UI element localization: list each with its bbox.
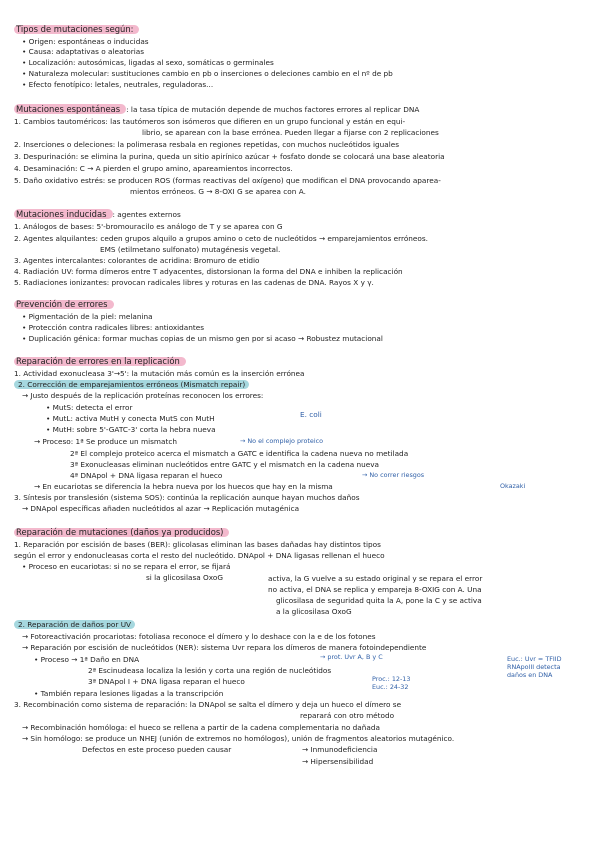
list-item: → Justo después de la replicación proteínas reconocen los errores: [22, 391, 264, 400]
list-item: • Protección contra radicales libres: antioxidantes [22, 323, 205, 332]
list-item: 3. Síntesis por translesión (sistema SOS): continúa la replicación aunque hayan muchos daños [14, 493, 360, 502]
list-item: • MutH: sobre 5'-GATC-3' corta la hebra nueva [46, 425, 216, 434]
list-item: 3ª DNApol I + DNA ligasa reparan el hueco [88, 677, 245, 686]
side-note: → No correr riesgos [362, 471, 425, 479]
list-item: • Duplicación génica: formar muchas copias de un mismo gen por si acaso → Robustez mutacional [22, 334, 383, 343]
list-item: → Sin homólogo: se produce un NHEJ (unión de extremos no homólogos), unión de fragmentos aleatorios mutagénico. [22, 734, 455, 743]
list-item: → Hipersensibilidad [302, 757, 374, 766]
list-item: no activa, el DNA se replica y empareja 8-OXIG con A. Una [268, 585, 482, 594]
section-title-rest: : la tasa típica de mutación depende de muchos factores errores al replicar DNA [126, 105, 420, 114]
list-item: • Naturaleza molecular: sustituciones cambio en pb o inserciones o deleciones cambio en el nº de pb [22, 69, 393, 78]
list-item: → Proceso: 1ª Se produce un mismatch [34, 437, 177, 446]
list-item: • Origen: espontáneas o inducidas [22, 37, 149, 46]
list-item: 4. Radiación UV: forma dímeros entre T adyacentes, distorsionan la forma del DNA e inhiben la replicación [14, 267, 403, 276]
list-item: → Recombinación homóloga: el hueco se rellena a partir de la cadena complementaria no dañada [22, 723, 380, 732]
side-note-okazaki: Okazaki [500, 482, 526, 490]
side-note: Euc.: Uvr = TFIID [507, 655, 562, 663]
list-item-continuation: glicosilasa de seguridad quita la A, pone la C y se activa [276, 596, 482, 605]
list-item: si la glicosilasa OxoG [146, 573, 224, 582]
list-item: → Fotoreactivación procariotas: fotoliasa reconoce el dímero y lo deshace con la e de los fotones [22, 632, 376, 641]
list-item-continuation: librio, se aparean con la base errónea. Pueden llegar a fijarse con 2 replicaciones [142, 128, 439, 137]
section-title-reparacion-errores: Reparación de errores en la replicación [14, 357, 186, 366]
list-item: • Causa: adaptativas o aleatorias [22, 47, 145, 56]
list-item: 4. Desaminación: C → A pierden el grupo amino, apareamientos incorrectos. [14, 164, 293, 173]
section-title-rest: : agentes externos [112, 210, 181, 219]
side-note: daños en DNA [507, 671, 553, 679]
list-item: 3. Agentes intercalantes: colorantes de acridina: Bromuro de etidio [14, 256, 260, 265]
list-item-continuation: EMS (etilmetano sulfonato) mutagénesis vegetal. [100, 245, 281, 254]
list-item-continuation: según el error y endonucleasas corta el resto del nucleótido. DNApol + DNA ligasas rellenan el hueco [14, 551, 385, 560]
section-title-reparacion-mutaciones: Reparación de mutaciones (daños ya producidos) [14, 528, 229, 537]
list-item: 2. Agentes alquilantes: ceden grupos alquilo a grupos amino o ceto de nucleótidos → emparejamientos erróneos. [14, 234, 428, 243]
list-item: 5. Radiaciones ionizantes: provocan radicales libres y roturas en las cadenas de DNA. Rayos X y γ. [14, 278, 374, 287]
list-item: 4ª DNApol + DNA ligasa reparan el hueco [70, 471, 223, 480]
side-note: RNApolII detecta [507, 663, 561, 671]
list-item: • Proceso → 1ª Daño en DNA [34, 655, 140, 664]
list-item: 3. Despurinación: se elimina la purina, queda un sitio apirínico azúcar + fosfato donde se colocará una base aleatoria [14, 152, 445, 161]
list-item: activa, la G vuelve a su estado original y se repara el error [268, 574, 483, 583]
list-item: → Inmunodeficiencia [302, 745, 378, 754]
section-title-inducidas: Mutaciones inducidas [14, 209, 113, 219]
list-item [14, 380, 249, 389]
list-item-continuation: reparará con otro método [300, 711, 395, 720]
list-item: • Localización: autosómicas, ligadas al sexo, somáticas o germinales [22, 58, 274, 67]
list-item: 2ª Escinudeasa localiza la lesión y corta una región de nucleótidos [88, 666, 332, 675]
side-note: → prot. Uvr A, B y C [320, 653, 383, 661]
list-item: • Pigmentación de la piel: melanina [22, 312, 153, 321]
list-item: • MutS: detecta el error [46, 403, 133, 412]
list-item: → Reparación por escisión de nucleótidos (NER): sistema Uvr repara los dímeros de manera fotoindependiente [22, 643, 427, 652]
list-item: 3ª Exonucleasas eliminan nucleótidos entre GATC y el mismatch en la cadena nueva [70, 460, 380, 469]
side-note: Proc.: 12-13 [372, 675, 411, 683]
side-note: Euc.: 24-32 [372, 683, 409, 691]
list-item: • MutL: activa MutH y conecta MutS con MutH [46, 414, 215, 423]
list-item: 1. Reparación por escisión de bases (BER): glicolasas eliminan las bases dañadas hay distintos tipos [14, 540, 381, 549]
section-heading-espontaneas [14, 105, 419, 114]
list-item: → DNApol específicas añaden nucleótidos al azar → Replicación mutagénica [22, 504, 300, 513]
list-item-continuation: mientos erróneos. G → 8-OXI G se aparea con A. [130, 187, 306, 196]
list-item: 1. Cambios tautoméricos: las tautómeros son isómeros que difieren en un grupo funcional y están en equi- [14, 117, 406, 126]
list-item: Defectos en este proceso pueden causar [82, 745, 232, 754]
list-item: 1. Actividad exonucleasa 3'→5': la mutación más común es la inserción errónea [14, 369, 305, 378]
side-note-ecoli: E. coli [300, 410, 322, 419]
list-item: 5. Daño oxidativo estrés: se producen ROS (formas reactivas del oxígeno) que modifican el DNA provocando aparea- [14, 176, 441, 185]
list-item: 3. Recombinación como sistema de reparación: la DNApol se salta el dímero y deja un hueco el dímero se [14, 700, 402, 709]
section-heading-inducidas [14, 210, 181, 219]
list-item-continuation: a la glicosilasa OxoG [276, 607, 352, 616]
list-item: • También repara lesiones ligadas a la transcripción [34, 689, 224, 698]
section-title-espontaneas: Mutaciones espontáneas [14, 104, 126, 114]
section-title-prevencion: Prevención de errores [14, 300, 114, 309]
list-item: • Proceso en eucariotas: si no se repara el error, se fijará [22, 562, 231, 571]
section-title-tipos: Tipos de mutaciones según: [14, 25, 139, 34]
list-item: 1. Análogos de bases: 5'-bromouracilo es análogo de T y se aparea con G [14, 222, 283, 231]
list-item: 2ª El complejo proteico acerca el mismatch a GATC e identifica la cadena nueva no metilada [70, 449, 409, 458]
list-item-highlight: 2. Reparación de daños por UV [14, 620, 135, 629]
list-item: • Efecto fenotípico: letales, neutrales, reguladoras... [22, 80, 214, 89]
list-item [14, 620, 135, 629]
list-item: → En eucariotas se diferencia la hebra nueva por los huecos que hay en la misma [34, 482, 333, 491]
list-item-highlight: 2. Corrección de emparejamientos erróneos (Mismatch repair) [14, 380, 249, 389]
list-item: 2. Inserciones o deleciones: la polimerasa resbala en regiones repetidas, con muchos nucleótidos iguales [14, 140, 400, 149]
side-note: → No el complejo proteico [240, 437, 324, 445]
